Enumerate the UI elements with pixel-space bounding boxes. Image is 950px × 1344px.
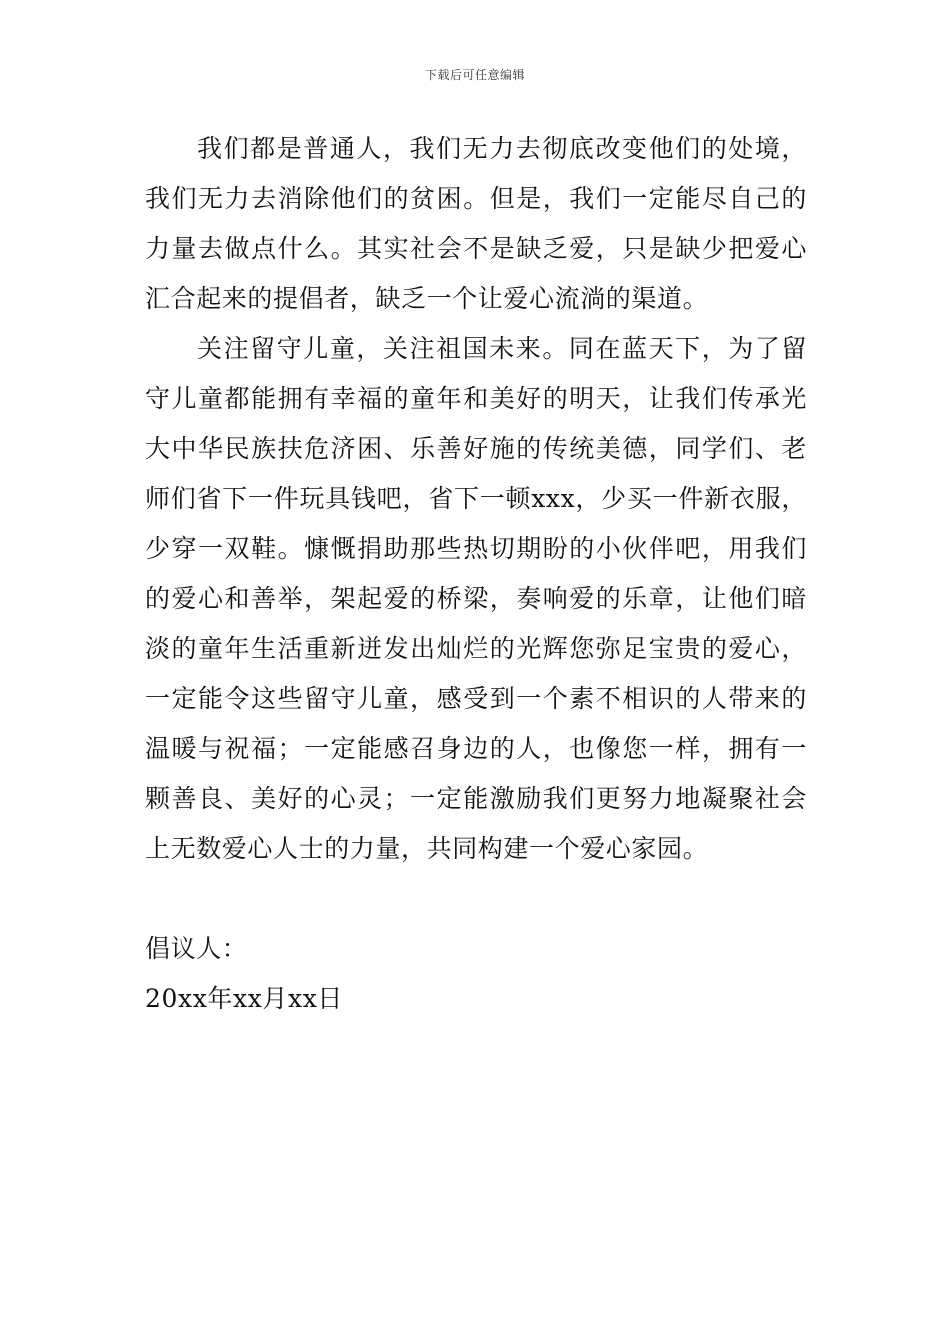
proposer-label: 倡议人： <box>145 934 248 963</box>
body-paragraph-2: 关注留守儿童，关注祖国未来。同在蓝天下，为了留守儿童都能拥有幸福的童年和美好的明天，让我们传承光大中华民族扶危济困、乐善好施的传统美德，同学们、老师们省下一件玩具钱吧，省下一顿xxx，少买一件新衣服，少穿一双鞋。慷慨捐助那些热切期盼的小伙伴吧，用我们的爱心和善举，架起爱的桥梁，奏响爱的乐章，让他们暗淡的童年生活重新迸发出灿烂的光辉您弥足宝贵的爱心，一定能令这些留守儿童，感受到一个素不相识的人带来的温暖与祝福；一定能感召身边的人，也像您一样，拥有一颗善良、美好的心灵；一定能激励我们更努力地凝聚社会上无数爱心人士的力量，共同构建一个爱心家园。 <box>145 334 807 863</box>
signature-date: 20xx年xx月xx日 <box>145 984 344 1013</box>
paragraph-spacer <box>145 874 807 924</box>
document-body <box>145 124 807 1024</box>
page-header-note: 下载后可任意编辑 <box>424 68 525 82</box>
body-paragraph-1: 我们都是普通人，我们无力去彻底改变他们的处境，我们无力去消除他们的贫困。但是，我们一定能尽自己的力量去做点什么。其实社会不是缺乏爱，只是缺少把爱心汇合起来的提倡者，缺乏一个让爱心流淌的渠道。 <box>145 134 807 313</box>
